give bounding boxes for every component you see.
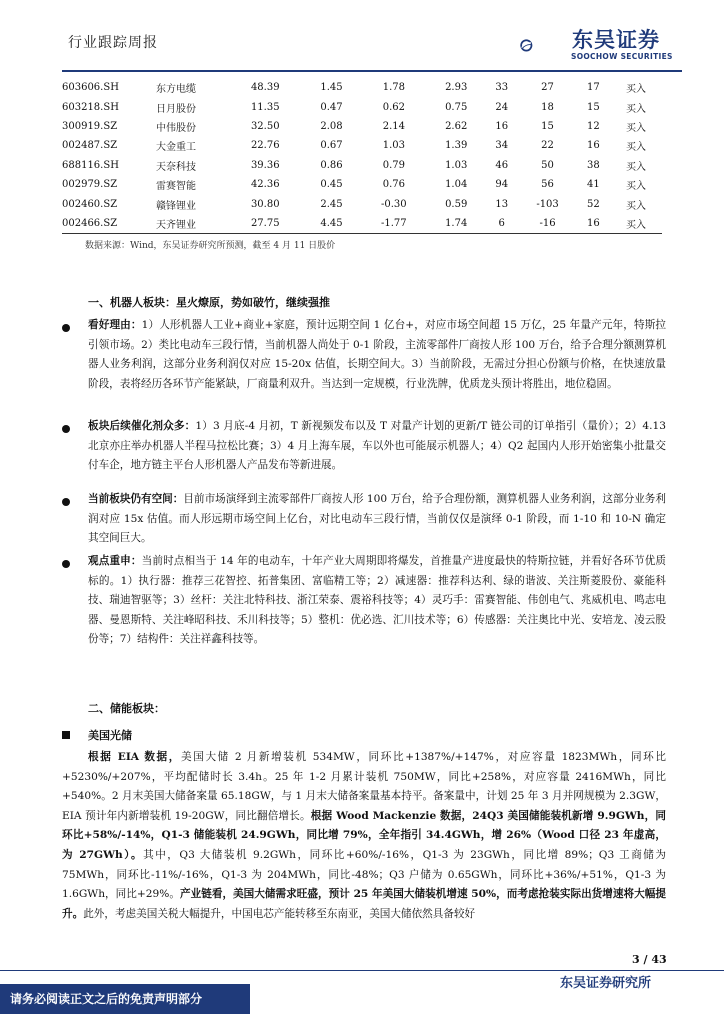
stock-code-cell: 603218.SH [62, 101, 119, 113]
stock-name-cell: 东方电缆 [156, 84, 196, 96]
table-row [62, 136, 662, 155]
value-cell: 52 [586, 198, 600, 210]
value-cell: 22 [541, 140, 554, 152]
paragraph-text: 当前时点相当于 14 年的电动车，十年产业大周期即将爆发，首推量产进度最快的特斯拉链，并看好各环节优质标的。1）执行器：推荐三花智控、拓普集团、富临精工等；2）减速器：推荐科达利、绿的谐波、关注斯菱股份、豪能科技、瑞迪智驱等；3）丝杆：关注北特科技、浙江荣泰、震裕科技等；4）灵巧手：雷赛智能、伟创电气、兆威机电、鸣志电器、曼恩斯特、关注峰昭科技、禾川科技等；5）整机：优必选、汇川技术等；6）传感器：关注奥比中光、安培龙、凌云股份等；7）结构件：关注祥鑫科技等。 [88, 555, 666, 646]
text-body: 其中，Q3 大储装机 9.2GWh，同环比+60%/-16%，Q1-3 为 23GWh，同比增 89%；Q3 工商储为 75MWh，同环比-11%/-16%，Q1-3 为 204MWh，同比-48%；Q3 户储为 0.65GWh，同环比+36%/+51%，Q1-3 为 1.6GWh，同比+29%。 [62, 848, 666, 901]
value-cell: 0.75 [445, 101, 468, 113]
stock-code-cell: 603606.SH [62, 82, 119, 94]
value-cell: 0.62 [382, 101, 405, 113]
value-cell: 0.67 [320, 140, 343, 152]
value-cell: 1.03 [382, 140, 405, 152]
stock-code-cell: 002466.SZ [62, 214, 124, 234]
text-body: 此外，考虑美国关税大幅提升，中国电芯产能转移至东南亚，美国大储依然具备较好 [83, 907, 476, 920]
table-row [62, 214, 662, 234]
value-cell: 18 [541, 101, 554, 113]
value-cell: 0.79 [382, 159, 405, 171]
rating-cell: 买入 [625, 200, 646, 212]
section-heading-storage: 二、储能板块： [88, 702, 165, 715]
rating-cell: 买入 [625, 84, 646, 96]
text-bold: 根据 Wood Mackenzie 数据，24Q3 美国储能装机新增 9.9GWh，同环比+58%/-14%，Q1-3 储能装机 24.9GWh，同比增 79%，全年指引 34.4GWh，增 26%（Wood 口径 23 年虚高，为 27GWh）。 [62, 809, 666, 861]
value-cell: 16 [586, 140, 600, 152]
footer-divider [0, 970, 724, 971]
bullet-square-icon [62, 731, 70, 739]
value-cell: 12 [586, 120, 600, 132]
value-cell: 6 [485, 214, 518, 234]
value-cell: 34 [495, 140, 509, 152]
value-cell: 1.74 [427, 214, 485, 234]
footer-brand: 东吴证券研究所 [560, 976, 652, 991]
value-cell: 16 [495, 120, 509, 132]
value-cell: 2.93 [445, 82, 468, 94]
paragraph-lead: 观点重申： [88, 555, 142, 567]
table-source-note: 数据来源：Wind，东吴证券研究所预测，截至 4 月 11 日股价 [85, 241, 336, 251]
bullet-icon [62, 498, 70, 506]
value-cell: 2.62 [445, 120, 468, 132]
rating-cell: 买入 [625, 142, 646, 154]
text-body: 美国大储 2 月新增装机 534MW，同环比+1387%/+147%，对应容量 1823MWh，同环比+5230%/+207%，平均配储时长 3.4h。25 年 1-2 月累计装机 750MW，同比+258%，对应容量 2416MWh，同比+540%。2 月末美国大储备案量 65.18GW，与 1 月末大储备案量基本持平。备案量中，计划 25 年 3 月并网规模为 2.3GW，EIA 预计年内新增装机 19-20GW，同比翻倍增长。 [62, 751, 666, 822]
value-cell: 27 [541, 82, 554, 94]
value-cell: -103 [536, 198, 559, 210]
rating-cell: 买入 [625, 122, 646, 134]
value-cell: 2.45 [320, 198, 343, 210]
stock-code-cell: 002487.SZ [62, 140, 118, 152]
stock-name-cell: 赣锋锂业 [156, 200, 196, 212]
stock-name-cell: 日月股份 [156, 103, 196, 115]
bullet-icon [62, 324, 70, 332]
text-lead: 根据 EIA 数据， [88, 751, 181, 763]
rating-cell: 买入 [625, 161, 646, 173]
paragraph-lead: 当前板块仍有空间： [88, 493, 184, 505]
report-type-title: 行业跟踪周报 [68, 35, 158, 51]
value-cell: 16 [577, 214, 610, 234]
brand-name: 东吴证券 [572, 28, 660, 52]
value-cell: 50 [541, 159, 554, 171]
value-cell: 42.36 [250, 179, 280, 191]
value-cell: 94 [495, 179, 509, 191]
value-cell: 30.80 [250, 198, 280, 210]
header-divider [62, 70, 682, 72]
value-cell: 0.47 [320, 101, 343, 113]
table-row [62, 117, 662, 136]
value-cell: 0.45 [320, 179, 343, 191]
stock-name-cell: 天奈科技 [156, 161, 196, 173]
stock-code-cell: 002979.SZ [62, 179, 118, 191]
table-row [62, 78, 662, 97]
value-cell: 22.76 [250, 140, 280, 152]
rating-cell: 买入 [625, 181, 646, 193]
value-cell: 1.45 [320, 82, 343, 94]
value-cell: 38 [586, 159, 600, 171]
section-heading-robot: 一、机器人板块：星火燎原，势如破竹，继续强推 [88, 296, 330, 309]
stock-name-cell: 大金重工 [156, 142, 196, 154]
paragraph-lead: 板块后续催化剂众多： [88, 420, 196, 432]
stock-code-cell: 002460.SZ [62, 198, 118, 210]
value-cell: 4.45 [303, 214, 361, 234]
value-cell: 0.86 [320, 159, 343, 171]
table-row [62, 175, 662, 194]
stock-name-cell: 雷赛智能 [156, 181, 196, 193]
value-cell: 1.04 [445, 179, 468, 191]
paragraph-space [88, 490, 666, 549]
value-cell: 0.76 [382, 179, 405, 191]
value-cell: 13 [495, 198, 509, 210]
brand-name-en: SOOCHOW SECURITIES [571, 52, 673, 61]
page-number: 3 / 43 [632, 953, 667, 966]
rating-cell: 买入 [610, 214, 662, 234]
table-row [62, 97, 662, 116]
value-cell: 1.78 [382, 82, 405, 94]
value-cell: 46 [495, 159, 509, 171]
subsection-heading: 美国光储 [88, 729, 132, 742]
paragraph-text: 1）人形机器人工业+商业+家庭，预计远期空间 1 亿台+，对应市场空间超 15 万亿，25 年量产元年，特斯拉引领市场。2）类比电动车三段行情，当前机器人尚处于 0-1 阶段，主流零部件厂商按人形 100 万台，给予合理分额测算机器人业务利润，这部分业务利润仅对应 15-20x 估值，长期空间大。3）当前阶段，无需过分担心份额与价格，在快速放量阶段，表将经历各环节产能紧缺，厂商量利双升。当达到一定规模，行业洗牌，优质龙头预计将胜出，地位稳固。 [88, 319, 667, 390]
bullet-icon [62, 560, 70, 568]
disclaimer-banner: 请务必阅读正文之后的免责声明部分 [0, 984, 250, 1014]
paragraph-text: 1）3 月底-4 月初，T 新视频发布以及 T 对量产计划的更新/T 链公司的订单指引（量价）；2）4.13 北京亦庄举办机器人半程马拉松比赛；3）4 月上海车展，车以外也可能展示机器人；4）Q2 起国内人形开始密集小批量交付车企，地方链主平台人形机器人产品发布等新进展。 [88, 420, 667, 472]
value-cell: -16 [518, 214, 576, 234]
value-cell: 32.50 [250, 120, 280, 132]
value-cell: -1.77 [360, 214, 427, 234]
table-row [62, 194, 662, 213]
paragraph-text: 目前市场演绎到主流零部件厂商按人形 100 万台，给予合理份额，测算机器人业务利润，这部分业务利润对应 15x 估值。而人形远期市场空间上亿台，对比电动车三段行情，当前仅仅是演绎 0-1 阶段，而 1-10 和 10-N 确定其空间巨大。 [88, 493, 667, 545]
value-cell: 27.75 [228, 214, 303, 234]
brand-logo-icon [520, 26, 566, 66]
value-cell: 33 [495, 82, 509, 94]
value-cell: 41 [586, 179, 600, 191]
stock-name-cell: 中伟股份 [156, 122, 196, 134]
value-cell: 11.35 [250, 101, 280, 113]
value-cell: 15 [541, 120, 554, 132]
value-cell: 2.14 [382, 120, 405, 132]
rating-cell: 买入 [625, 103, 646, 115]
paragraph-lead: 看好理由： [88, 319, 142, 331]
text-bold: 产业链看，美国大储需求旺盛，预计 25 年美国大储装机增速 50%，而考虑抢装实际出货增速将大幅提升。 [62, 888, 666, 920]
stock-name-cell: 天齐锂业 [124, 214, 228, 234]
value-cell: 1.03 [445, 159, 468, 171]
value-cell: 1.39 [445, 140, 468, 152]
stock-code-cell: 300919.SZ [62, 120, 118, 132]
paragraph-reasons [88, 316, 666, 394]
paragraph-us-storage [62, 748, 666, 924]
value-cell: 0.59 [445, 198, 468, 210]
stock-rating-table [62, 78, 662, 234]
paragraph-view [88, 552, 666, 650]
value-cell: 24 [495, 101, 509, 113]
paragraph-catalysts [88, 417, 666, 476]
value-cell: -0.30 [381, 198, 407, 210]
value-cell: 56 [541, 179, 554, 191]
bullet-icon [62, 425, 70, 433]
value-cell: 48.39 [250, 82, 280, 94]
value-cell: 39.36 [250, 159, 280, 171]
table-row [62, 156, 662, 175]
value-cell: 2.08 [320, 120, 343, 132]
value-cell: 17 [586, 82, 600, 94]
value-cell: 15 [586, 101, 600, 113]
stock-code-cell: 688116.SH [62, 159, 119, 171]
